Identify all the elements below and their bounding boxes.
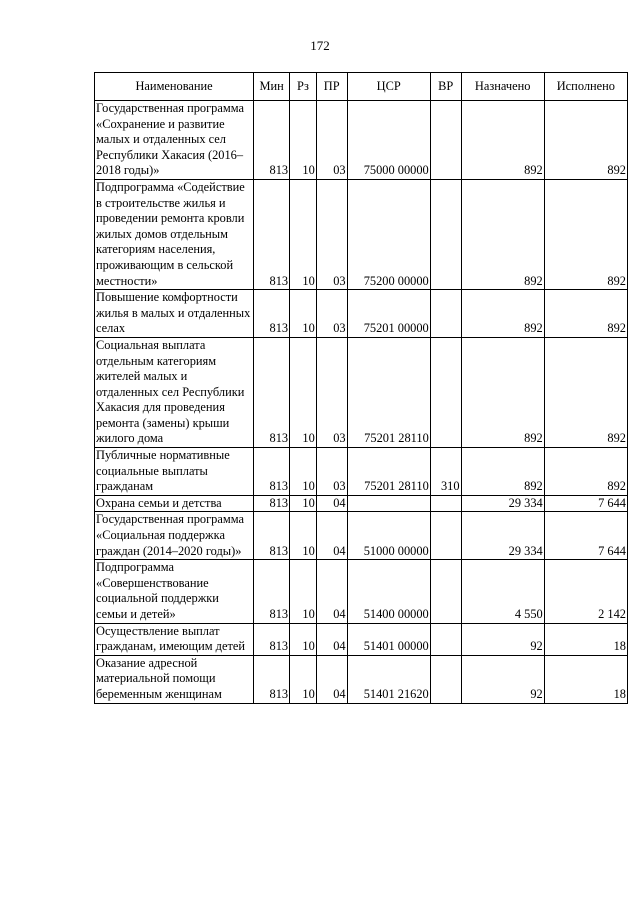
row-executed: 892 bbox=[544, 179, 627, 289]
row-executed: 7 644 bbox=[544, 512, 627, 560]
row-rz: 10 bbox=[290, 101, 317, 180]
row-rz: 10 bbox=[290, 337, 317, 447]
row-pr: 03 bbox=[316, 337, 347, 447]
row-pr: 04 bbox=[316, 655, 347, 703]
budget-table bbox=[94, 72, 628, 704]
row-name: Государственная программа «Сохранение и развитие малых и отдаленных сел Республики Хакасия (2016–2018 годы)» bbox=[95, 101, 254, 180]
row-min: 813 bbox=[254, 101, 290, 180]
table-body bbox=[95, 101, 628, 704]
row-executed: 892 bbox=[544, 290, 627, 338]
row-pr: 03 bbox=[316, 179, 347, 289]
header-pr: ПР bbox=[316, 73, 347, 101]
header-name: Наименование bbox=[95, 73, 254, 101]
row-assigned: 892 bbox=[461, 448, 544, 496]
row-executed: 18 bbox=[544, 655, 627, 703]
row-pr: 04 bbox=[316, 623, 347, 655]
row-csr bbox=[347, 495, 430, 512]
row-min: 813 bbox=[254, 290, 290, 338]
row-min: 813 bbox=[254, 448, 290, 496]
row-csr: 75200 00000 bbox=[347, 179, 430, 289]
row-vr bbox=[430, 290, 461, 338]
row-min: 813 bbox=[254, 179, 290, 289]
row-vr bbox=[430, 179, 461, 289]
table-row bbox=[95, 560, 628, 623]
row-min: 813 bbox=[254, 337, 290, 447]
row-rz: 10 bbox=[290, 179, 317, 289]
row-vr bbox=[430, 623, 461, 655]
row-rz: 10 bbox=[290, 655, 317, 703]
row-min: 813 bbox=[254, 655, 290, 703]
row-pr: 04 bbox=[316, 512, 347, 560]
table-row bbox=[95, 337, 628, 447]
row-csr: 75201 28110 bbox=[347, 448, 430, 496]
row-assigned: 92 bbox=[461, 655, 544, 703]
table-header bbox=[95, 73, 628, 101]
row-rz: 10 bbox=[290, 495, 317, 512]
row-rz: 10 bbox=[290, 560, 317, 623]
row-min: 813 bbox=[254, 560, 290, 623]
row-name: Осуществление выплат гражданам, имеющим детей bbox=[95, 623, 254, 655]
header-vr: ВР bbox=[430, 73, 461, 101]
table-row bbox=[95, 101, 628, 180]
row-min: 813 bbox=[254, 495, 290, 512]
row-executed: 18 bbox=[544, 623, 627, 655]
header-row bbox=[95, 73, 628, 101]
row-pr: 03 bbox=[316, 448, 347, 496]
row-assigned: 892 bbox=[461, 101, 544, 180]
page-number: 172 bbox=[310, 38, 330, 53]
row-vr bbox=[430, 101, 461, 180]
row-assigned: 4 550 bbox=[461, 560, 544, 623]
row-name: Государственная программа «Социальная поддержка граждан (2014–2020 годы)» bbox=[95, 512, 254, 560]
row-name: Оказание адресной материальной помощи беременным женщинам bbox=[95, 655, 254, 703]
row-assigned: 29 334 bbox=[461, 495, 544, 512]
header-assigned: Назначено bbox=[461, 73, 544, 101]
table-row bbox=[95, 623, 628, 655]
header-rz: Рз bbox=[290, 73, 317, 101]
row-csr: 51401 21620 bbox=[347, 655, 430, 703]
row-assigned: 892 bbox=[461, 179, 544, 289]
row-csr: 51400 00000 bbox=[347, 560, 430, 623]
row-name: Подпрограмма «Совершенствование социальной поддержки семьи и детей» bbox=[95, 560, 254, 623]
row-executed: 892 bbox=[544, 448, 627, 496]
row-vr bbox=[430, 495, 461, 512]
header-executed: Исполнено bbox=[544, 73, 627, 101]
row-vr bbox=[430, 512, 461, 560]
row-assigned: 892 bbox=[461, 337, 544, 447]
row-name: Публичные нормативные социальные выплаты гражданам bbox=[95, 448, 254, 496]
row-csr: 75000 00000 bbox=[347, 101, 430, 180]
row-min: 813 bbox=[254, 512, 290, 560]
row-min: 813 bbox=[254, 623, 290, 655]
row-rz: 10 bbox=[290, 448, 317, 496]
row-csr: 75201 00000 bbox=[347, 290, 430, 338]
row-rz: 10 bbox=[290, 512, 317, 560]
row-name: Социальная выплата отдельным категориям жителей малых и отдаленных сел Республики Хакасия для проведения ремонта (замены) крыши жилого дома bbox=[95, 337, 254, 447]
row-assigned: 892 bbox=[461, 290, 544, 338]
row-csr: 51000 00000 bbox=[347, 512, 430, 560]
table-row bbox=[95, 495, 628, 512]
row-pr: 03 bbox=[316, 290, 347, 338]
header-csr: ЦСР bbox=[347, 73, 430, 101]
table-row bbox=[95, 512, 628, 560]
row-csr: 51401 00000 bbox=[347, 623, 430, 655]
row-name: Охрана семьи и детства bbox=[95, 495, 254, 512]
row-executed: 2 142 bbox=[544, 560, 627, 623]
table-row bbox=[95, 179, 628, 289]
row-pr: 03 bbox=[316, 101, 347, 180]
row-vr bbox=[430, 560, 461, 623]
table-row bbox=[95, 290, 628, 338]
row-rz: 10 bbox=[290, 290, 317, 338]
header-min: Мин bbox=[254, 73, 290, 101]
row-csr: 75201 28110 bbox=[347, 337, 430, 447]
table-row bbox=[95, 655, 628, 703]
row-executed: 892 bbox=[544, 337, 627, 447]
row-vr: 310 bbox=[430, 448, 461, 496]
row-pr: 04 bbox=[316, 495, 347, 512]
row-vr bbox=[430, 337, 461, 447]
row-assigned: 92 bbox=[461, 623, 544, 655]
table-row bbox=[95, 448, 628, 496]
row-name: Повышение комфортности жилья в малых и отдаленных селах bbox=[95, 290, 254, 338]
row-rz: 10 bbox=[290, 623, 317, 655]
row-assigned: 29 334 bbox=[461, 512, 544, 560]
row-executed: 7 644 bbox=[544, 495, 627, 512]
row-pr: 04 bbox=[316, 560, 347, 623]
row-executed: 892 bbox=[544, 101, 627, 180]
row-vr bbox=[430, 655, 461, 703]
row-name: Подпрограмма «Содействие в строительстве жилья и проведении ремонта кровли жилых домов отдельным категориям населения, проживающим в сельской местности» bbox=[95, 179, 254, 289]
